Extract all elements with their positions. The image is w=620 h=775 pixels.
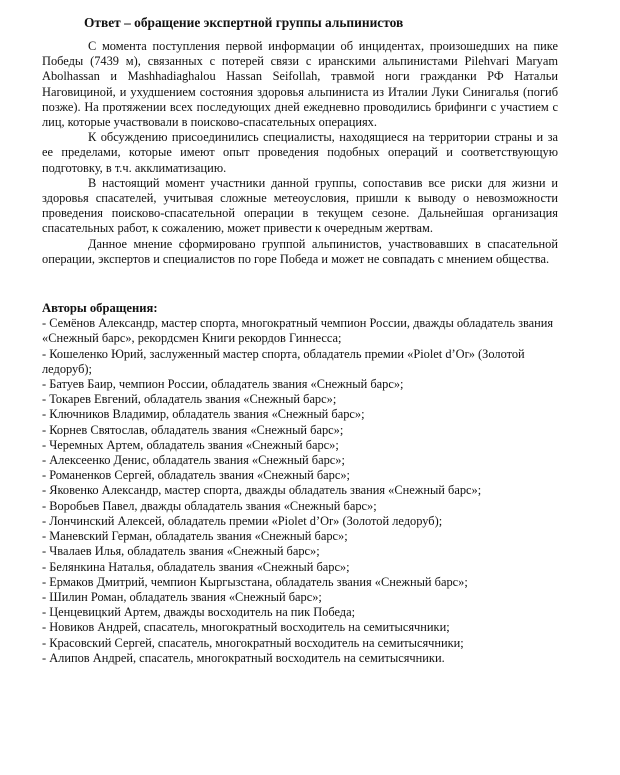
author-list-item: - Ключников Владимир, обладатель звания «Снежный барс»;: [42, 407, 365, 422]
author-list-item: - Белянкина Наталья, обладатель звания «Снежный барс»;: [42, 559, 350, 574]
body-paragraph: В настоящий момент участники данной группы, сопоставив все риски для жизни и здоровья спасателей, учитывая сложные метеоусловия, пришли к выводу о невозможности проведения поисково-спасательной операции в текущем сезоне. Дальнейшая организация спасательных работ, к сожалению, может привести к очередным жертвам.: [42, 175, 558, 236]
document-title: Ответ – обращение экспертной группы альпинистов: [84, 15, 404, 30]
author-list-item: - Семёнов Александр, мастер спорта, многократный чемпион России, дважды обладатель звания «Снежный барс», рекордсмен Книги рекордов Гиннесса;: [42, 316, 554, 346]
author-list-item: - Воробьев Павел, дважды обладатель звания «Снежный барс»;: [42, 498, 377, 513]
author-list-item: - Лончинский Алексей, обладатель премии «Piolet d’Or» (Золотой ледоруб);: [42, 513, 443, 528]
author-list-item: - Чвалаев Илья, обладатель звания «Снежный барс»;: [42, 544, 320, 559]
author-list-item: - Батуев Баир, чемпион России, обладатель звания «Снежный барс»;: [42, 377, 404, 392]
section-spacer: [42, 267, 558, 301]
authors-heading: Авторы обращения:: [42, 301, 158, 316]
author-list-item: - Новиков Андрей, спасатель, многократный восходитель на семитысячники;: [42, 620, 450, 635]
author-list-item: - Кошеленко Юрий, заслуженный мастер спорта, обладатель премии «Piolet d’Or» (Золотой ледоруб);: [42, 346, 525, 376]
author-list-item: - Токарев Евгений, обладатель звания «Снежный барс»;: [42, 392, 337, 407]
author-list-item: - Красовский Сергей, спасатель, многократный восходитель на семитысячники;: [42, 635, 464, 650]
author-list-item: - Маневский Герман, обладатель звания «Снежный барс»;: [42, 529, 348, 544]
body-paragraph: К обсуждению присоединились специалисты, находящиеся на территории страны и за ее пределами, которые имеют опыт проведения подобных операций и соответствующую подготовку, в т.ч. акклиматизацию.: [42, 130, 558, 175]
author-list-item: - Романенков Сергей, обладатель звания «Снежный барс»;: [42, 468, 350, 483]
author-list-item: - Черемных Артем, обладатель звания «Снежный барс»;: [42, 437, 339, 452]
authors-list: [42, 316, 558, 666]
author-list-item: - Алексеенко Денис, обладатель звания «Снежный барс»;: [42, 453, 345, 468]
author-list-item: - Шилин Роман, обладатель звания «Снежный барс»;: [42, 589, 322, 604]
author-list-item: - Ценцевицкий Артем, дважды восходитель на пик Победа;: [42, 605, 356, 620]
author-list-item: - Ермаков Дмитрий, чемпион Кыргызстана, обладатель звания «Снежный барс»;: [42, 574, 468, 589]
body-paragraph: Данное мнение сформировано группой альпинистов, участвовавших в спасательной операции, экспертов и специалистов по горе Победа и может не совпадать с мнением общества.: [42, 236, 558, 266]
author-list-item: - Яковенко Александр, мастер спорта, дважды обладатель звания «Снежный барс»;: [42, 483, 482, 498]
author-list-item: - Корнев Святослав, обладатель звания «Снежный барс»;: [42, 422, 344, 437]
author-list-item: - Алипов Андрей, спасатель, многократный восходитель на семитысячники.: [42, 650, 445, 665]
body-paragraph: С момента поступления первой информации об инцидентах, произошедших на пике Победы (7439 м), связанных с потерей связи с иранскими альпинистами Pilehvari Maryam Abolhassan и Mashhadiaghalou Hassan Seifollah, травмой ноги гражданки РФ Натальи Наговициной, и ухудшением состояния здоровья альпиниста из Италии Луки Синигалья (погиб позже). На протяжении всех последующих дней ежедневно проводились брифинги с участием с лиц, которые участвовали в поисково-спасательных операциях.: [42, 39, 558, 130]
